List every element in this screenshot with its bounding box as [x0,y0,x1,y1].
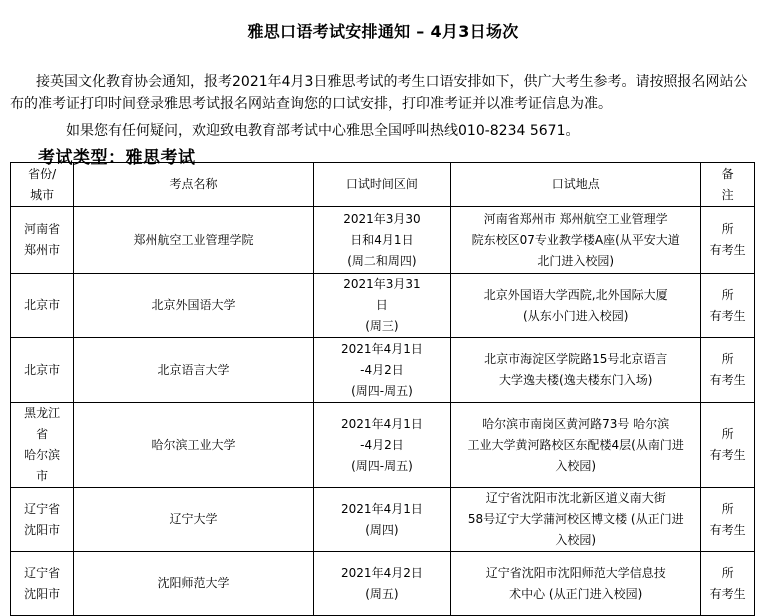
cell-time: 2021年3月31 日 (周三) [313,274,450,338]
cell-note: 所 有考生 [701,403,755,488]
cell-city: 辽宁省 沈阳市 [11,488,74,552]
table-row [11,274,755,338]
cell-note: 所 有考生 [701,274,755,338]
cell-venue: 北京外国语大学 [74,274,313,338]
header-city: 省份/ 城市 [11,163,74,207]
cell-location: 哈尔滨市南岗区黄河路73号 哈尔滨 工业大学黄河路校区东配楼4层(从南门进 入校园) [451,403,701,488]
cell-venue: 辽宁大学 [74,488,313,552]
cell-location: 辽宁省沈阳市沈北新区道义南大街 58号辽宁大学蒲河校区博文楼 (从正门进 入校园) [451,488,701,552]
cell-time: 2021年4月2日 (周五) [313,552,450,616]
cell-note: 所 有考生 [701,488,755,552]
cell-note: 所 有考生 [701,207,755,274]
intro-paragraph: 接英国文化教育协会通知，报考2021年4月3日雅思考试的考生口语安排如下，供广大考生参考。请按照报名网站公布的准考证打印时间登录雅思考试报名网站查询您的口试安排，打印准考证并以准考证信息为准。 [10,74,748,112]
cell-city: 黑龙江 省 哈尔滨 市 [11,403,74,488]
cell-time: 2021年4月1日 -4月2日 (周四-周五) [313,403,450,488]
table-row [11,403,755,488]
cell-location: 河南省郑州市 郑州航空工业管理学 院东校区07专业教学楼A座(从平安大道 北门进入校园) [451,207,701,274]
section-heading: 考试类型：雅思考试 [38,148,196,168]
table-row [11,552,755,616]
cell-location: 北京市海淀区学院路15号北京语言 大学逸夫楼(逸夫楼东门入场) [451,338,701,403]
table-row [11,207,755,274]
cell-note: 所 有考生 [701,552,755,616]
cell-time: 2021年4月1日 -4月2日 (周四-周五) [313,338,450,403]
cell-note: 所 有考生 [701,338,755,403]
cell-venue: 沈阳师范大学 [74,552,313,616]
page-title: 雅思口语考试安排通知 – 4月3日场次 [247,22,519,41]
header-location: 口试地点 [451,163,701,207]
cell-venue: 哈尔滨工业大学 [74,403,313,488]
cell-city: 河南省 郑州市 [11,207,74,274]
table-header-row [11,163,755,207]
cell-location: 北京外国语大学西院,北外国际大厦 (从东小门进入校园) [451,274,701,338]
header-time: 口试时间区间 [313,163,450,207]
table-row [11,488,755,552]
cell-location: 辽宁省沈阳市沈阳师范大学信息技 术中心 (从正门进入校园) [451,552,701,616]
contact-paragraph: 如果您有任何疑问，欢迎致电教育部考试中心雅思全国呼叫热线010-8234 5671。 [66,123,580,139]
cell-time: 2021年3月30 日和4月1日 (周二和周四) [313,207,450,274]
cell-venue: 北京语言大学 [74,338,313,403]
schedule-table [10,162,755,616]
header-venue: 考点名称 [74,163,313,207]
cell-time: 2021年4月1日 (周四) [313,488,450,552]
cell-venue: 郑州航空工业管理学院 [74,207,313,274]
cell-city: 北京市 [11,338,74,403]
table-row [11,338,755,403]
cell-city: 辽宁省 沈阳市 [11,552,74,616]
header-note: 备 注 [701,163,755,207]
cell-city: 北京市 [11,274,74,338]
